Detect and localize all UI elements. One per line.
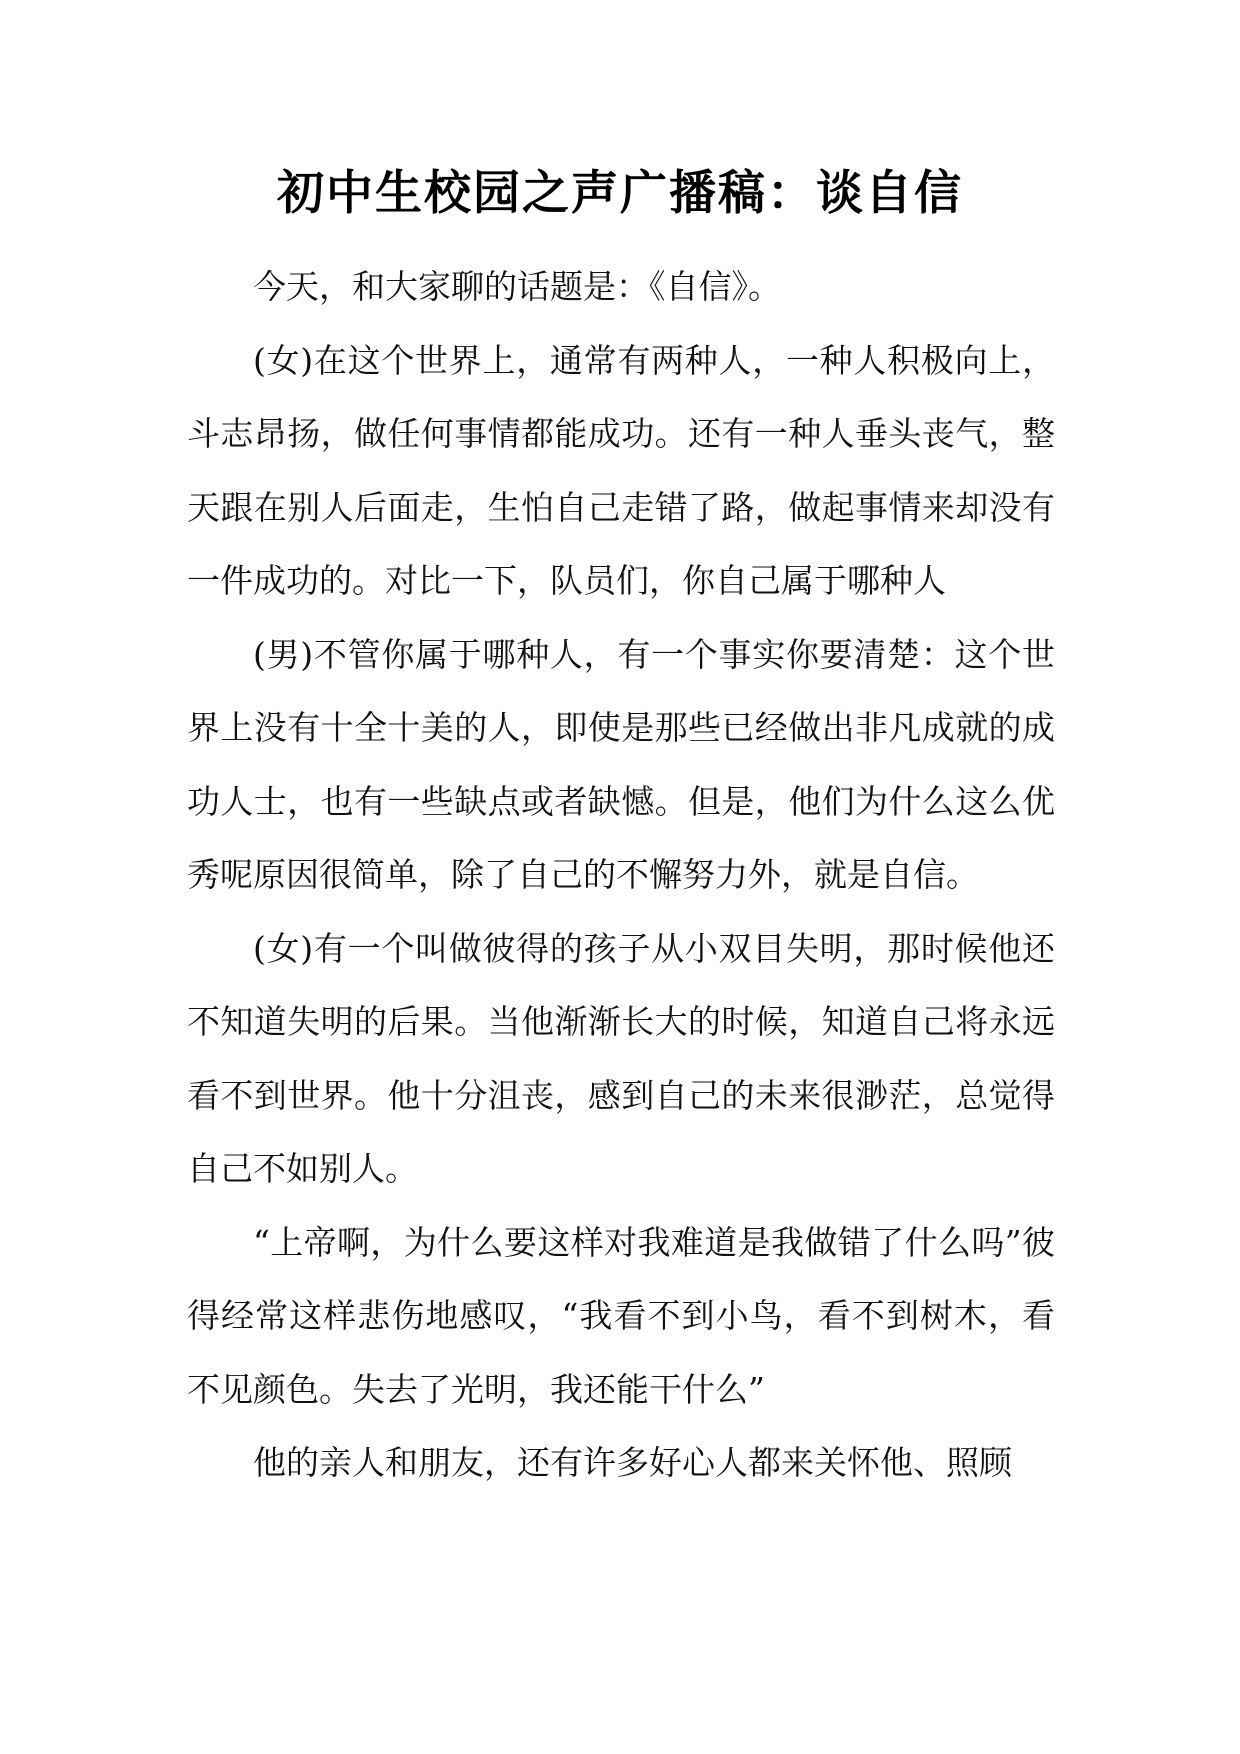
paragraph-female-2: (女)有一个叫做彼得的孩子从小双目失明，那时候他还不知道失明的后果。当他渐渐长大的时候，知道自己将永远看不到世界。他十分沮丧，感到自己的未来很渺茫，总觉得自己不如别人。 (187, 928, 1055, 1188)
paragraph-continued: 他的亲人和朋友，还有许多好心人都来关怀他、照顾 (253, 1443, 1012, 1482)
document-body (187, 250, 1055, 1500)
document-title: 初中生校园之声广播稿：谈自信 (277, 166, 963, 221)
paragraph-intro: 今天，和大家聊的话题是：《自信》。 (253, 267, 781, 306)
paragraph-female-1: (女)在这个世界上，通常有两种人，一种人积极向上，斗志昂扬，做任何事情都能成功。还有一种人垂头丧气，整天跟在别人后面走，生怕自己走错了路，做起事情来却没有一件成功的。对比一下，队员们，你自己属于哪种人 (187, 340, 1055, 600)
paragraph-quote: “上帝啊，为什么要这样对我难道是我做错了什么吗”彼得经常这样悲伤地感叹，“我看不到小鸟，看不到树木，看不见颜色。失去了光明，我还能干什么” (187, 1222, 1055, 1409)
paragraph-male-1: (男)不管你属于哪种人，有一个事实你要清楚：这个世界上没有十全十美的人，即使是那些已经做出非凡成就的成功人士，也有一些缺点或者缺憾。但是，他们为什么这么优秀呢原因很简单，除了自己的不懈努力外，就是自信。 (187, 634, 1055, 894)
